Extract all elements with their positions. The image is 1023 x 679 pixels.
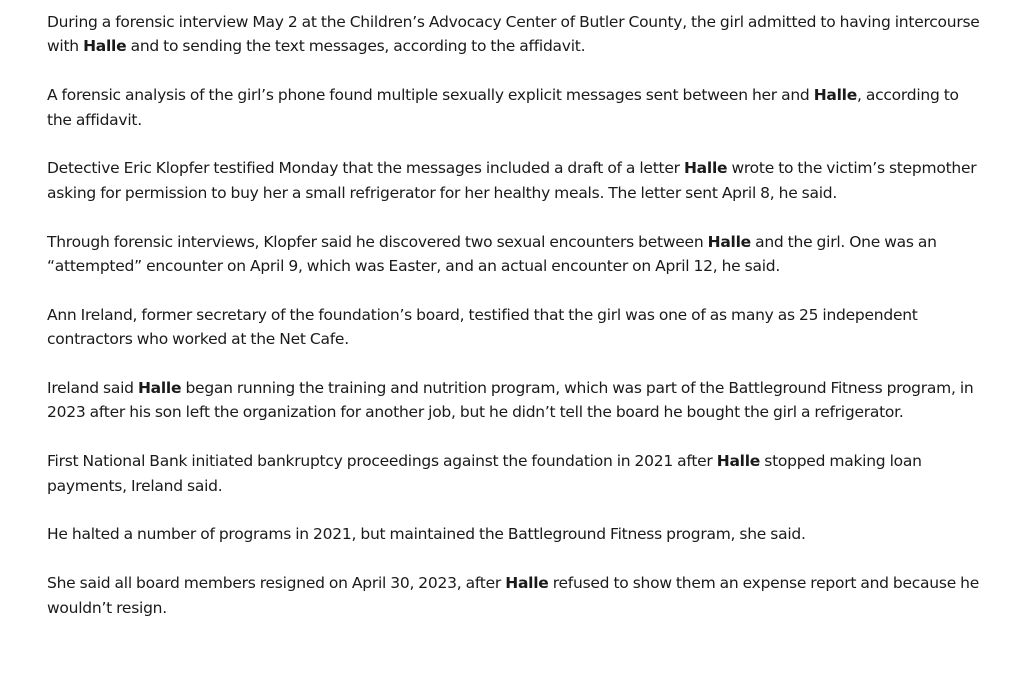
paragraph-text: Detective Eric Klopfer testified Monday that the messages included a draft of a letter	[47, 159, 684, 178]
paragraph-text: First National Bank initiated bankruptcy proceedings against the foundation in 2021 after	[47, 452, 717, 471]
paragraph-text: and the girl. One was an “attempted” encounter on April 9, which was Easter, and an actual encounter on April 12, he said.	[47, 232, 937, 276]
paragraph-text: and to sending the text messages, according to the affidavit.	[126, 37, 586, 56]
paragraph-text: began running the training and nutrition program, which was part of the Battleground Fitness program, in 2023 after his son left the organization for another job, but he didn’t tell the board he bought the girl a refrigerator.	[47, 379, 974, 422]
article-paragraph	[47, 449, 987, 498]
paragraph-text: , according to the affidavit.	[47, 86, 959, 129]
article-paragraph	[47, 376, 987, 425]
paragraph-text: Ann Ireland, former secretary of the foundation’s board, testified that the girl was one of as many as 25 independent contractors who worked at the Net Cafe.	[47, 305, 918, 349]
article-paragraph	[47, 156, 987, 205]
name-highlight: Halle	[505, 574, 549, 593]
article-paragraph	[47, 571, 987, 620]
paragraph-text: Ireland said	[47, 379, 138, 398]
paragraph-text: stopped making loan payments, Ireland said.	[47, 452, 922, 495]
paragraph-text: refused to show them an expense report and because he wouldn’t resign.	[47, 574, 980, 617]
name-highlight: Halle	[716, 452, 761, 471]
paragraph-text: During a forensic interview May 2 at the Children’s Advocacy Center of Butler County, the girl admitted to having intercourse with	[47, 13, 980, 56]
paragraph-text: wrote to the victim’s stepmother asking for permission to buy her a small refrigerator for her healthy meals. The letter sent April 8, he said.	[47, 159, 977, 202]
paragraph-text: He halted a number of programs in 2021, but maintained the Battleground Fitness program, she said.	[47, 525, 806, 544]
article-paragraph	[47, 522, 987, 546]
paragraph-text: Through forensic interviews, Klopfer said he discovered two sexual encounters between	[47, 232, 708, 251]
article-paragraph	[47, 83, 987, 132]
article-paragraph	[47, 230, 987, 279]
name-highlight: Halle	[707, 232, 751, 251]
paragraph-text: A forensic analysis of the girl’s phone found multiple sexually explicit messages sent between her and	[47, 86, 814, 105]
article-paragraph	[47, 303, 987, 352]
name-highlight: Halle	[813, 86, 858, 105]
name-highlight: Halle	[137, 379, 182, 398]
name-highlight: Halle	[683, 159, 728, 178]
name-highlight: Halle	[83, 37, 127, 56]
paragraph-text: She said all board members resigned on April 30, 2023, after	[47, 574, 506, 593]
article-paragraph	[47, 10, 987, 59]
article-body	[47, 10, 987, 644]
